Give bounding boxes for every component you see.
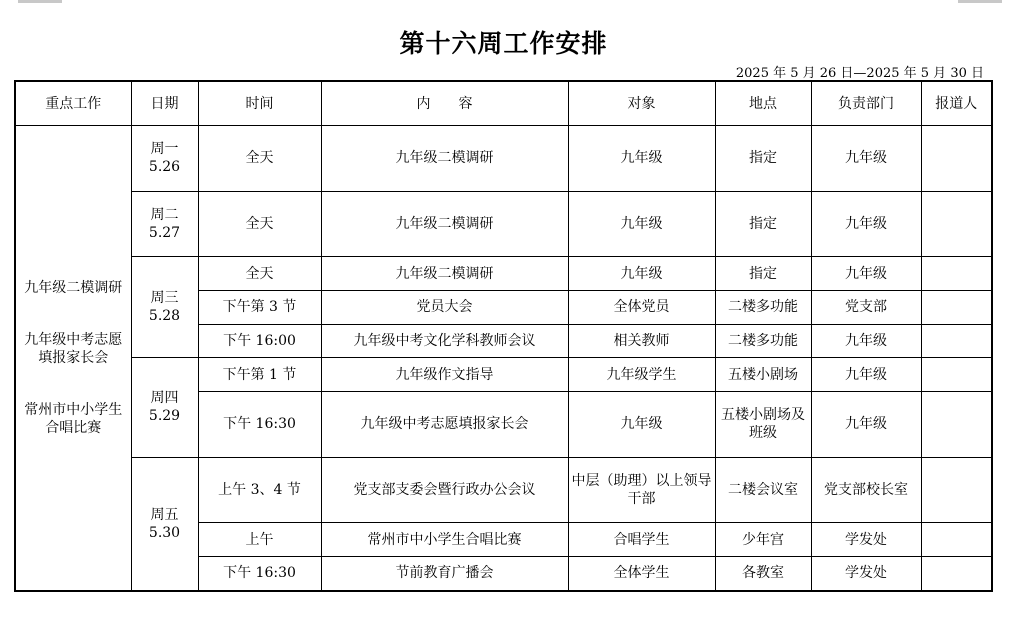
time-cell: 上午 3、4 节 xyxy=(198,457,321,523)
weekday: 周三 xyxy=(150,290,179,307)
content-cell: 九年级二模调研 xyxy=(321,257,568,291)
time-cell: 全天 xyxy=(198,191,321,257)
header-time: 时间 xyxy=(198,81,321,126)
time-cell: 下午第 3 节 xyxy=(198,290,321,324)
time-cell: 全天 xyxy=(198,257,321,291)
time-cell: 下午 16:30 xyxy=(198,391,321,457)
place-cell: 指定 xyxy=(715,191,811,257)
place-cell: 二楼多功能 xyxy=(715,324,811,358)
time-cell: 下午 16:30 xyxy=(198,556,321,591)
table-row xyxy=(15,358,992,392)
date-cell xyxy=(131,126,198,192)
reporter-cell[interactable] xyxy=(921,523,992,557)
dept-cell: 学发处 xyxy=(811,556,921,591)
target-cell: 九年级 xyxy=(568,391,715,457)
target-cell: 全体党员 xyxy=(568,290,715,324)
header-date: 日期 xyxy=(131,81,198,126)
time-cell: 上午 xyxy=(198,523,321,557)
content-cell: 节前教育广播会 xyxy=(321,556,568,591)
place-cell: 五楼小剧场及班级 xyxy=(715,391,811,457)
target-cell: 九年级 xyxy=(568,191,715,257)
schedule-table xyxy=(14,80,993,592)
target-cell: 九年级学生 xyxy=(568,358,715,392)
date-cell xyxy=(131,358,198,457)
header-key-work: 重点工作 xyxy=(15,81,131,126)
reporter-cell[interactable] xyxy=(921,457,992,523)
weekday: 周五 xyxy=(150,506,179,523)
reporter-cell[interactable] xyxy=(921,191,992,257)
place-cell: 各教室 xyxy=(715,556,811,591)
place-cell: 二楼会议室 xyxy=(715,457,811,523)
date-cell xyxy=(131,257,198,358)
date: 5.26 xyxy=(148,159,181,176)
header-dept: 负责部门 xyxy=(811,81,921,126)
dept-cell: 党支部校长室 xyxy=(811,457,921,523)
time-cell: 下午第 1 节 xyxy=(198,358,321,392)
place-cell: 五楼小剧场 xyxy=(715,358,811,392)
date-range: 2025 年 5 月 26 日—2025 年 5 月 30 日 xyxy=(735,66,984,81)
key-work-item: 九年级中考志愿填报家长会 xyxy=(24,332,123,366)
header-row xyxy=(15,81,992,126)
content-cell: 党支部支委会暨行政办公会议 xyxy=(321,457,568,523)
content-cell: 九年级中考志愿填报家长会 xyxy=(321,391,568,457)
content-cell: 党员大会 xyxy=(321,290,568,324)
dept-cell: 九年级 xyxy=(811,126,921,192)
table-row xyxy=(15,126,992,192)
date-cell xyxy=(131,457,198,591)
target-cell: 合唱学生 xyxy=(568,523,715,557)
place-cell: 二楼多功能 xyxy=(715,290,811,324)
weekday: 周二 xyxy=(150,206,179,223)
header-reporter: 报道人 xyxy=(921,81,992,126)
table-row xyxy=(15,191,992,257)
dept-cell: 九年级 xyxy=(811,391,921,457)
key-work-item: 九年级二模调研 xyxy=(24,280,123,296)
table-row xyxy=(15,257,992,291)
target-cell: 九年级 xyxy=(568,126,715,192)
content-cell: 常州市中小学生合唱比赛 xyxy=(321,523,568,557)
dept-cell: 九年级 xyxy=(811,324,921,358)
date: 5.27 xyxy=(148,224,181,241)
page-title: 第十六周工作安排 xyxy=(399,29,608,58)
dept-cell: 九年级 xyxy=(811,358,921,392)
dept-cell: 学发处 xyxy=(811,523,921,557)
reporter-cell[interactable] xyxy=(921,358,992,392)
key-work-cell xyxy=(15,126,131,592)
top-rule-left xyxy=(18,0,62,3)
time-cell: 全天 xyxy=(198,126,321,192)
place-cell: 少年宫 xyxy=(715,523,811,557)
target-cell: 九年级 xyxy=(568,257,715,291)
time-cell: 下午 16:00 xyxy=(198,324,321,358)
reporter-cell[interactable] xyxy=(921,257,992,291)
date: 5.29 xyxy=(148,408,181,425)
dept-cell: 九年级 xyxy=(811,191,921,257)
reporter-cell[interactable] xyxy=(921,290,992,324)
reporter-cell[interactable] xyxy=(921,126,992,192)
place-cell: 指定 xyxy=(715,126,811,192)
top-rule-right xyxy=(958,0,1002,3)
key-work-item: 常州市中小学生合唱比赛 xyxy=(24,402,123,436)
weekday: 周一 xyxy=(150,141,179,158)
reporter-cell[interactable] xyxy=(921,556,992,591)
content-cell: 九年级二模调研 xyxy=(321,191,568,257)
date: 5.28 xyxy=(148,308,181,325)
table-row xyxy=(15,457,992,523)
place-cell: 指定 xyxy=(715,257,811,291)
target-cell: 中层（助理）以上领导干部 xyxy=(568,457,715,523)
header-target: 对象 xyxy=(568,81,715,126)
target-cell: 全体学生 xyxy=(568,556,715,591)
dept-cell: 党支部 xyxy=(811,290,921,324)
reporter-cell[interactable] xyxy=(921,324,992,358)
reporter-cell[interactable] xyxy=(921,391,992,457)
content-cell: 九年级作文指导 xyxy=(321,358,568,392)
header-place: 地点 xyxy=(715,81,811,126)
date: 5.30 xyxy=(148,524,181,541)
content-cell: 九年级中考文化学科教师会议 xyxy=(321,324,568,358)
date-cell xyxy=(131,191,198,257)
target-cell: 相关教师 xyxy=(568,324,715,358)
dept-cell: 九年级 xyxy=(811,257,921,291)
weekday: 周四 xyxy=(150,390,179,407)
header-content: 内 容 xyxy=(321,81,568,126)
content-cell: 九年级二模调研 xyxy=(321,126,568,192)
